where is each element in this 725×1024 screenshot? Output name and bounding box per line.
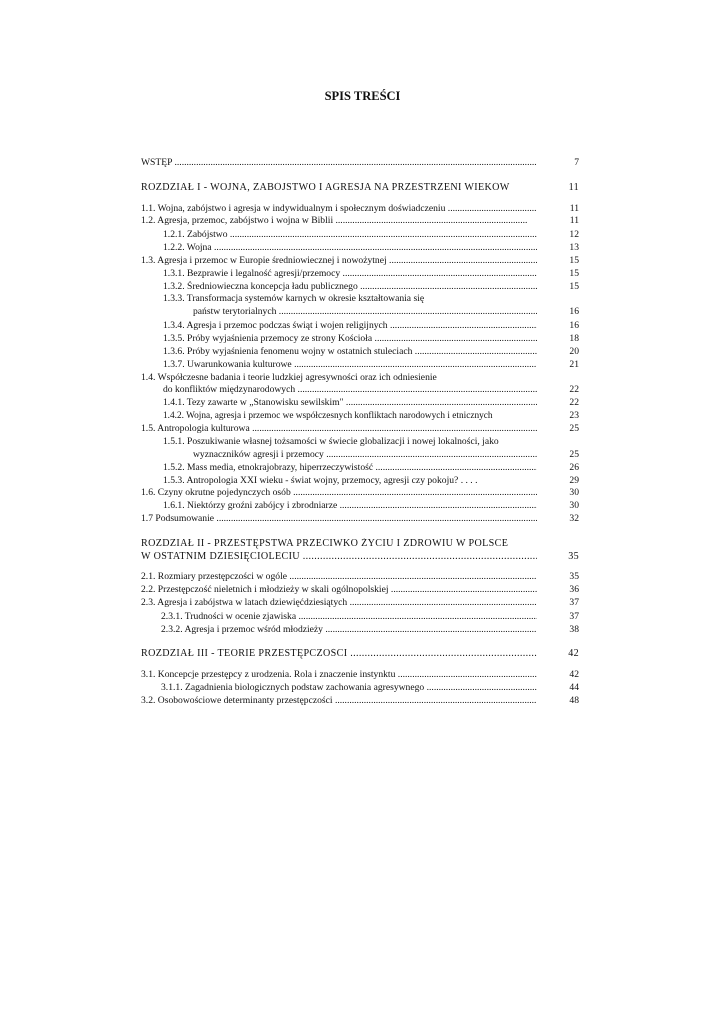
toc-entry-text: 1.6. Czyny okrutne pojedynczych osób .....: [141, 487, 537, 499]
toc-entry-text: 2.1. Rozmiary przestępczości w ogóle .....: [141, 571, 537, 583]
toc-entry-text: 1.4. Współczesne badania i teorie ludzkiej agresywności oraz ich odniesienie: [141, 372, 437, 383]
toc-entry-text: ROZDZIAŁ I - WOJNA, ZABÓJSTWO I AGRESJA NA PRZESTRZENI WIEKÓW: [141, 182, 510, 193]
toc-entry-page: 15: [569, 255, 579, 266]
toc-entry-text: 1.4.1. Tezy zawarte w „Stanowisku sewilskim" .....: [163, 397, 537, 409]
toc-entry-page: 23: [569, 410, 579, 421]
toc-entry-text: 1.5. Antropologia kulturowa .....: [141, 423, 537, 435]
toc-entry-text: 3.1. Koncepcje przestępcy z urodzenia. Rola i znaczenie instynktu .....: [141, 669, 537, 681]
toc-entry-text: 1.1. Wojna, zabójstwo i agresja w indywidualnym i społecznym doświadczeniu .....: [141, 203, 537, 215]
toc-entry-text: 1.3.7. Uwarunkowania kulturowe .....: [163, 359, 537, 371]
toc-entry-text: 1.5.1. Poszukiwanie własnej tożsamości w świecie globalizacji i nowej lokalności, jako: [163, 436, 499, 447]
toc-entry-page: 16: [569, 306, 579, 317]
toc-entry-page: 12: [569, 229, 579, 240]
toc-entry-text: WSTĘP .....: [141, 157, 537, 169]
toc-entry-text: 1.5.3. Antropologia XXI wieku - świat wojny, przemocy, agresji czy pokoju? . . . .: [163, 475, 478, 486]
toc-entry-page: 29: [569, 475, 579, 486]
toc-entry-text: 1.2.2. Wojna .....: [163, 242, 537, 254]
toc-entry-page: 20: [569, 346, 579, 357]
toc-entry-text: 1.3.2. Średniowieczna koncepcja ładu publicznego .....: [163, 281, 537, 293]
toc-entry-page: 25: [569, 423, 579, 434]
toc-entry-page: 48: [569, 695, 579, 706]
toc-entry-page: 37: [569, 611, 579, 622]
toc-entry-page: 36: [569, 584, 579, 595]
toc-entry-page: 30: [569, 487, 579, 498]
toc-entry-text: 1.3.4. Agresja i przemoc podczas świąt i wojen religijnych .....: [163, 320, 537, 332]
toc-entry-text: 1.5.2. Mass media, etnokrajobrazy, hiperrzeczywistość .....: [163, 462, 537, 474]
toc-entry-text: 1.3.6. Próby wyjaśnienia fenomenu wojny w ostatnich stuleciach .....: [163, 346, 537, 358]
toc-entry-text: ROZDZIAŁ II - PRZESTĘPSTWA PRZECIWKO ŻYCIU I ZDROWIU W POLSCE: [141, 538, 509, 549]
toc-entry-page: 18: [569, 333, 579, 344]
toc-entry-page: 13: [569, 242, 579, 253]
toc-entry-text: 3.2. Osobowościowe determinanty przestępczości .....: [141, 695, 537, 707]
toc-entry-page: 42: [569, 669, 579, 680]
toc-entry-text: ROZDZIAŁ III - TEORIE PRZESTĘPCZOŚCI .....: [141, 648, 537, 660]
toc-entry-text: 2.3. Agresja i zabójstwa w latach dziewięćdziesiątych .....: [141, 597, 537, 609]
toc-entry-page: 37: [569, 597, 579, 608]
toc-entry-text: 1.6.1. Niektórzy groźni zabójcy i zbrodniarze .....: [163, 500, 537, 512]
toc-entry-page: 11: [569, 215, 579, 226]
toc-entry-text: 3.1.1. Zagadnienia biologicznych podstaw zachowania agresywnego .....: [161, 682, 537, 694]
toc-entry-text: 2.3.2. Agresja i przemoc wśród młodzieży .....: [161, 624, 537, 636]
toc-entry-page: 7: [574, 157, 579, 168]
toc-entry-page: 38: [569, 624, 579, 635]
toc-entry-text: 1.3.1. Bezprawie i legalność agresji/przemocy .....: [163, 268, 537, 280]
toc-entry-page: 21: [569, 359, 579, 370]
toc-entry-page: 22: [569, 397, 579, 408]
toc-entry-page: 32: [569, 513, 579, 524]
toc-entry-page: 16: [569, 320, 579, 331]
toc-entry-page: 26: [569, 462, 579, 473]
toc-entry-page: 15: [569, 281, 579, 292]
toc-entry-page: 15: [569, 268, 579, 279]
toc-entry-text: 2.2. Przestępczość nieletnich i młodzieży w skali ogólnopolskiej .....: [141, 584, 537, 596]
toc-entry-text: 1.3. Agresja i przemoc w Europie średniowiecznej i nowożytnej .....: [141, 255, 537, 267]
toc-entry-page: 11: [568, 182, 579, 193]
toc-entry-page: 35: [569, 571, 579, 582]
toc-entry-text: 1.2. Agresja, przemoc, zabójstwo i wojna w Biblii .....: [141, 215, 527, 227]
toc-entry-text: państw terytorialnych .....: [193, 306, 537, 318]
page-title: SPIS TREŚCI: [324, 89, 401, 103]
toc-entry-page: 42: [568, 648, 579, 659]
toc-entry-text: 1.2.1. Zabójstwo .....: [163, 229, 537, 241]
toc-entry-text: 1.7 Podsumowanie .....: [141, 513, 537, 525]
toc-entry-page: 11: [569, 203, 579, 214]
toc-entry-page: 30: [569, 500, 579, 511]
toc-entry-text: 1.4.2. Wojna, agresja i przemoc we współczesnych konfliktach narodowych i etnicznych: [163, 411, 493, 421]
toc-entry-text: 2.3.1. Trudności w ocenie zjawiska .....: [161, 611, 537, 623]
toc-entry-page: 22: [569, 384, 579, 395]
toc-entry-text: 1.3.5. Próby wyjaśnienia przemocy ze strony Kościoła .....: [163, 333, 537, 345]
toc-entry-text: W OSTATNIM DZIESIĘCIOLECIU .....: [141, 551, 537, 563]
toc-entry-page: 44: [569, 682, 579, 693]
toc-entry-text: wyznaczników agresji i przemocy .....: [193, 449, 537, 461]
toc-entry-page: 35: [568, 551, 579, 562]
toc-entry-text: 1.3.3. Transformacja systemów karnych w okresie kształtowania się: [163, 293, 425, 304]
toc-entry-page: 25: [569, 449, 579, 460]
toc-entry-text: do konfliktów międzynarodowych .....: [163, 384, 537, 396]
